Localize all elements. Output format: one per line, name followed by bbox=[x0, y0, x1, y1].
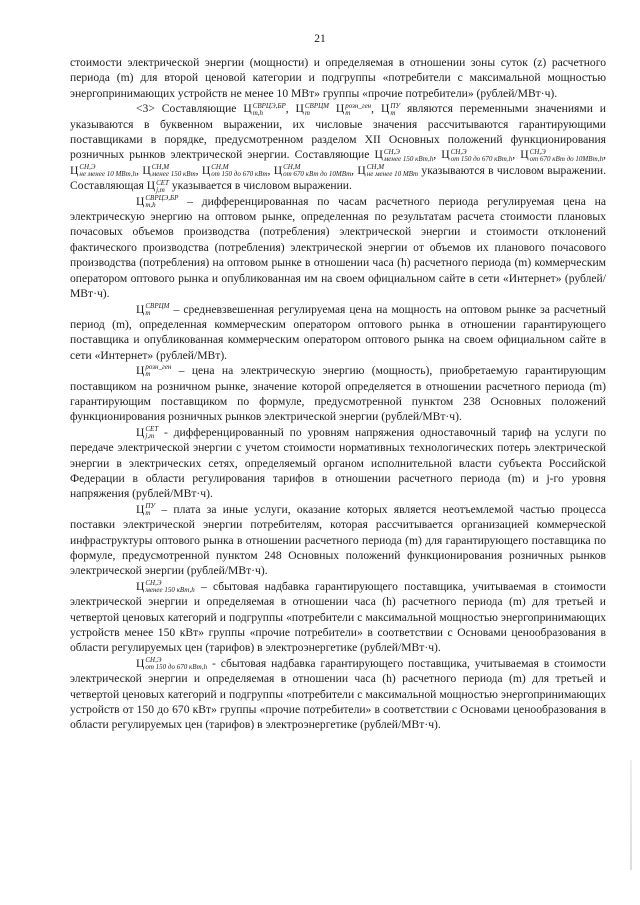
symbol-svrcm: Ц СВРЦМ m bbox=[136, 301, 170, 317]
definition-set: Ц СЕТ j,m - дифференцированный по уровням напряжения одноставочный тариф на услуги по передаче электрической энергии с учетом стоимости нормативных технологических потерь электрической энергии в электрических сетях, определяемый органом исполнительной власти субъекта Российской Федерации в области регулирования тарифов в отношении расчетного периода (m) и j-го уровня напряжения (рублей/МВт·ч). bbox=[70, 425, 606, 501]
definition-sn-150-670: Ц СН,Э от 150 до 670 кВт,h - сбытовая надбавка гарантирующего поставщика, учитываемая в стоимости электрической энергии и определяемая в отношении часа (h) расчетного периода (m) для третьей и четвертой ценовых категорий и подгруппы «потребители с максимальной мощностью энергопринимающих устройств от 150 до 670 кВт» группы «прочие потребители» в соответствии с Основами ценообразования в области регулируемых цен (тарифов) в электроэнергетике (рублей/МВт·ч). bbox=[70, 656, 606, 732]
symbol-rozn-gen: Ц розн_ген m bbox=[136, 363, 172, 379]
page-number: 21 bbox=[314, 33, 326, 45]
definition-rozn-gen: Ц розн_ген m – цена на электрическую энергию (мощность), приобретаемую гарантирующим поставщиком на розничном рынке, значение которой определяется в отношении расчетного периода (m) гарантирующим поставщиком по формуле, предусмотренной пунктом 238 Основных положений функционирования розничных рынков электрической энергии (рублей/МВт·ч). bbox=[70, 363, 606, 424]
document-body bbox=[70, 55, 606, 733]
symbol-pu: Ц ПУ m bbox=[380, 101, 401, 117]
definition-svrcebr: Ц СВРЦЭ,БР m,h – дифференцированная по часам расчетного периода регулируемая цена на электрическую энергию на оптовом рынке, определенная по результатам расчета стоимости плановых почасовых объемов производства (потребления) электрической энергии и стоимости отклонений фактического производства (потребления) электрической энергии от объемов их планового почасового производства (потребления) на оптовом рынке в отношении часа (h) расчетного периода (m) коммерческим оператором оптового рынка и опубликованная им на своем официальном сайте в сети «Интернет» (рублей/МВт·ч). bbox=[70, 194, 606, 301]
scan-edge-mark bbox=[630, 760, 632, 870]
symbol-svrcebr: Ц СВРЦЭ,БР m,h bbox=[136, 194, 179, 209]
symbol-pu: Ц ПУ m bbox=[136, 502, 156, 518]
symbol-set: Ц СЕТ j,m bbox=[136, 425, 159, 441]
symbol-sn-e-150-670: Ц СН,Э от 150 до 670 кВт,h bbox=[136, 656, 208, 672]
symbol-set: Ц СЕТ j,m bbox=[146, 178, 169, 194]
note-3-lead: <3> Составляющие bbox=[136, 102, 237, 116]
symbol-sn-m-150-670: Ц СН,М от 150 до 670 кВт bbox=[201, 163, 268, 179]
symbol-sn-e-less-150: Ц СН,Э менее 150 кВт,h bbox=[136, 579, 195, 595]
symbol-sn-e-over-10mw: Ц СН,Э не менее 10 МВт,h bbox=[70, 163, 137, 179]
paragraph-continuation: стоимости электрической энергии (мощности) и определяемая в отношении зоны суток (z) расчетного периода (m) для второй ценовой категории и подгруппы «потребители с максимальной мощностью энергопринимающих устройств не менее 10 МВт» группы «прочие потребители» (рублей/МВт·ч). bbox=[70, 56, 606, 100]
symbol-rozn-gen: Ц розн_ген m bbox=[335, 101, 372, 117]
note-3-middle: являются переменными значениями и указываются в буквенном выражении, их числовые значения рассчитываются гарантирующими поставщиками в порядке, предусмотренном разделом XII Основных положений функционирования розничных рынков электрической энергии. Составляющие bbox=[70, 102, 606, 162]
symbol-sn-e-less-150: Ц СН,Э менее 150 кВт,h bbox=[374, 147, 434, 163]
note-3-end: указывается в числовом выражении. bbox=[171, 179, 352, 193]
symbol-sn-m-over-10mw: Ц СН,М не менее 10 МВт bbox=[357, 163, 419, 179]
symbol-sn-m-less-150: Ц СН,М менее 150 кВт bbox=[142, 163, 196, 179]
symbol-sn-m-670-10mw: Ц СН,М от 670 кВт до 10МВт bbox=[273, 163, 352, 179]
symbol-sn-e-150-670: Ц СН,Э от 150 до 670 кВт,h bbox=[441, 147, 513, 163]
symbol-svrcebr: Ц СВРЦЭ,БР m,h bbox=[243, 101, 286, 117]
note-3-paragraph: <3> Составляющие Ц СВРЦЭ,БР m,h , Ц СВРЦМ m Ц розн_ген m , Ц ПУ m являются переменными значениями и указываются в буквенном выражении, их числовые значения рассчитываются гарантирующими поставщиками в порядке, предусмотренном разделом XII Основных положений функционирования розничных рынков электрической энергии. Составляющие Ц СН,Э менее 150 кВт,h , Ц СН,Э от 150 до 670 кВт,h , Ц СН,Э от 670 кВт до 10МВт,h , Ц СН,Э не менее 10 МВт,h , Ц СН,М менее 150 кВт , Ц СН,М от 150 до 670 кВт , Ц СН,М от 670 кВт до 10МВт , Ц СН,М не менее 10 МВт указываются в числовом выражении. Составляющая Ц СЕТ j,m указывается в числовом выражении. bbox=[70, 101, 607, 194]
symbol-sn-e-670-10mw: Ц СН,Э от 670 кВт до 10МВт,h bbox=[520, 147, 604, 163]
symbol-svrcm: Ц СВРЦМ m bbox=[295, 101, 329, 117]
note-3-tail: указываются в числовом выражении. Составляющая bbox=[70, 163, 607, 193]
definition-pu: Ц ПУ m – плата за иные услуги, оказание которых является неотъемлемой частью процесса поставки электрической энергии потребителям, которая рассчитывается организацией коммерческой инфраструктуры оптового рынка в отношении расчетного периода (m) для гарантирующего поставщика по формуле, предусмотренной пунктом 248 Основных положений функционирования розничных рынков электрической энергии (рублей/МВт·ч). bbox=[70, 502, 606, 578]
definition-sn-less-150: Ц СН,Э менее 150 кВт,h – сбытовая надбавка гарантирующего поставщика, учитываемая в стоимости электрической энергии и определяемая в отношении часа (h) расчетного периода (m) для третьей и четвертой ценовых категорий и подгруппы «потребители с максимальной мощностью энергопринимающих устройств менее 150 кВт» группы «прочие потребители» в соответствии с Основами ценообразования в области регулируемых цен (тарифов) в электроэнергетике (рублей/МВт·ч). bbox=[70, 579, 606, 655]
definition-svrcm: Ц СВРЦМ m – средневзвешенная регулируемая цена на мощность на оптовом рынке за расчетный период (m), определенная коммерческим оператором оптового рынка в отношении гарантирующего поставщика и опубликованная коммерческим оператором оптового рынка на своем официальном сайте в сети «Интернет» (рублей/МВт). bbox=[70, 301, 606, 362]
